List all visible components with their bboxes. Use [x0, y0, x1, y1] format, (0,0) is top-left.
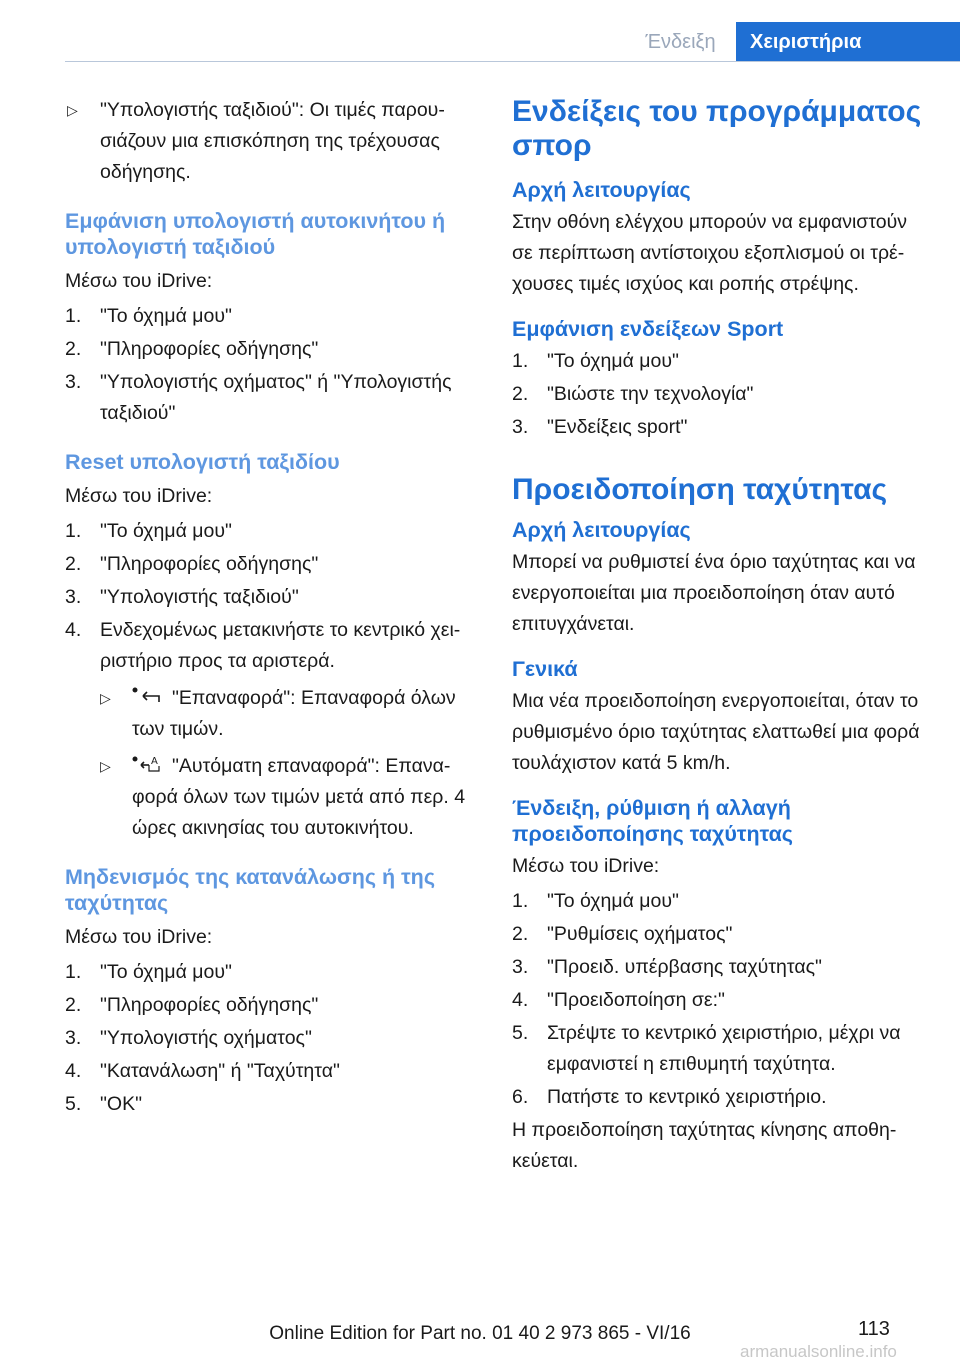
step-number: 1.: [65, 961, 82, 983]
section-heading: Μηδενισμός της κατανάλωσης ή της ταχύτητας: [65, 865, 435, 915]
section-tab-display[interactable]: Ένδειξη: [645, 31, 716, 53]
section-heading: Εμφάνιση ενδείξεων Sport: [512, 317, 784, 341]
step-number: 1.: [65, 305, 82, 327]
bullet-text: "Αυτόματη επαναφορά": Επανα-φορά όλων των τιμών μετά από περ. 4 ώρες ακινησίας του αυτοκινήτου.: [132, 755, 466, 839]
step-number: 2.: [512, 923, 529, 945]
header-divider: [65, 61, 960, 62]
list-item: [65, 751, 475, 844]
step-text: "Το όχημά μου": [100, 520, 232, 542]
list-item: [65, 582, 475, 613]
step-number: 4.: [65, 619, 82, 641]
watermark: armanualsonline.info: [740, 1342, 897, 1361]
step-text: "Το όχημά μου": [547, 350, 679, 372]
list-item: [65, 957, 475, 988]
list-item: [65, 301, 475, 332]
list-item: [512, 346, 930, 377]
step-text: "Το όχημά μου": [100, 305, 232, 327]
list-item: [512, 985, 930, 1016]
step-text: "Πληροφορίες οδήγησης": [100, 994, 319, 1016]
bullet-text: "Υπολογιστής ταξιδιού": Οι τιμές παρου-σιάζουν μια επισκόπηση της τρέχουσας οδήγησης.: [100, 99, 445, 183]
section-heading: Γενικά: [512, 657, 578, 681]
list-item: [65, 95, 475, 188]
step-text: "Υπολογιστής οχήματος" ή "Υπολογιστής ταξιδιού": [100, 371, 452, 424]
sub-bullet-list: [65, 683, 475, 844]
bullet-text: "Επαναφορά": Επαναφορά όλων των τιμών.: [132, 687, 456, 740]
step-text: "Το όχημά μου": [100, 961, 232, 983]
step-number: 6.: [512, 1086, 529, 1108]
step-text: "Προειδοποίηση σε:": [547, 989, 725, 1011]
list-item: [65, 683, 475, 745]
section-tab-controls[interactable]: Χειριστήρια: [736, 22, 960, 62]
step-number: 1.: [512, 890, 529, 912]
list-item: [65, 367, 475, 429]
step-text: "Πληροφορίες οδήγησης": [100, 553, 319, 575]
auto-reset-icon: [132, 754, 162, 774]
list-item: [65, 549, 475, 580]
step-text: "Προειδ. υπέρβασης ταχύτητας": [547, 956, 822, 978]
steps-list: [65, 516, 475, 677]
list-item: [65, 1023, 475, 1054]
intro-bullet-list: [65, 95, 475, 188]
step-text: "Βιώστε την τεχνολογία": [547, 383, 754, 405]
step-text: "OK": [100, 1093, 143, 1115]
list-item: [512, 919, 930, 950]
lead-text: Μέσω του iDrive:: [512, 855, 660, 877]
list-item: [512, 1018, 930, 1080]
body-text: Η προειδοποίηση ταχύτητας κίνησης αποθη-κεύεται.: [512, 1119, 897, 1172]
list-item: [512, 379, 930, 410]
step-number: 3.: [65, 1027, 82, 1049]
step-text: Πατήστε το κεντρικό χειριστήριο.: [547, 1086, 827, 1108]
step-number: 3.: [65, 371, 82, 393]
step-text: Ενδεχομένως μετακινήστε το κεντρικό χει-ριστήριο προς τα αριστερά.: [100, 619, 461, 672]
step-text: "Ενδείξεις sport": [547, 416, 688, 438]
lead-text: Μέσω του iDrive:: [65, 926, 213, 948]
list-item: [65, 1056, 475, 1087]
list-item: [65, 516, 475, 547]
section-heading: Αρχή λειτουργίας: [512, 518, 691, 542]
step-text: "Ρυθμίσεις οχήματος": [547, 923, 733, 945]
step-number: 5.: [512, 1022, 529, 1044]
right-column: [512, 95, 930, 1177]
left-column: [65, 95, 475, 1122]
chapter-title: Προειδοποίηση ταχύτητας: [512, 473, 888, 506]
lead-text: Μέσω του iDrive:: [65, 270, 213, 292]
step-number: 2.: [65, 553, 82, 575]
list-item: [512, 1082, 930, 1113]
section-heading: Αρχή λειτουργίας: [512, 178, 691, 202]
edition-footer: Online Edition for Part no. 01 40 2 973 865 - VI/16: [269, 1323, 691, 1344]
list-item: [512, 952, 930, 983]
step-number: 3.: [512, 416, 529, 438]
list-item: [65, 615, 475, 677]
triangle-bullet-icon: ▷: [67, 102, 78, 118]
section-heading: Εμφάνιση υπολογιστή αυτοκινήτου ή υπολογιστή ταξιδιού: [65, 209, 446, 259]
step-number: 1.: [65, 520, 82, 542]
steps-list: [65, 957, 475, 1120]
step-number: 4.: [512, 989, 529, 1011]
body-text: Μια νέα προειδοποίηση ενεργοποιείται, όταν το ρυθμισμένο όριο ταχύτητας ελαττωθεί μια φορά τουλάχιστον κατά 5 km/h.: [512, 690, 920, 774]
step-number: 2.: [512, 383, 529, 405]
step-text: Στρέψτε το κεντρικό χειριστήριο, μέχρι να εμφανιστεί η επιθυμητή ταχύτητα.: [547, 1022, 901, 1075]
list-item: [512, 412, 930, 443]
step-text: "Υπολογιστής ταξιδιού": [100, 586, 299, 608]
step-number: 4.: [65, 1060, 82, 1082]
list-item: [512, 886, 930, 917]
page-header: [0, 22, 960, 62]
svg-text:A: A: [151, 756, 158, 767]
list-item: [65, 1089, 475, 1120]
list-item: [65, 334, 475, 365]
step-number: 2.: [65, 338, 82, 360]
step-number: 3.: [512, 956, 529, 978]
triangle-bullet-icon: ▷: [100, 758, 111, 774]
step-number: 3.: [65, 586, 82, 608]
triangle-bullet-icon: ▷: [100, 690, 111, 706]
lead-text: Μέσω του iDrive:: [65, 485, 213, 507]
body-text: Στην οθόνη ελέγχου μπορούν να εμφανιστούν σε περίπτωση αντίστοιχου εξοπλισμού οι τρέ-χουσες τιμές ισχύος και ροπής στρέψης.: [512, 211, 908, 295]
steps-list: [512, 886, 930, 1113]
step-number: 2.: [65, 994, 82, 1016]
step-text: "Το όχημά μου": [547, 890, 679, 912]
page-number: 113: [858, 1318, 890, 1340]
section-heading: Ένδειξη, ρύθμιση ή αλλαγή προειδοποίησης ταχύτητας: [512, 796, 793, 846]
list-item: [65, 990, 475, 1021]
step-text: "Υπολογιστής οχήματος": [100, 1027, 312, 1049]
step-number: 1.: [512, 350, 529, 372]
steps-list: [65, 301, 475, 429]
section-heading: Reset υπολογιστή ταξιδίου: [65, 450, 340, 474]
chapter-title: Ενδείξεις του προγράμματος σπορ: [512, 95, 922, 162]
step-text: "Κατανάλωση" ή "Ταχύτητα": [100, 1060, 340, 1082]
reset-icon: [132, 686, 162, 706]
step-text: "Πληροφορίες οδήγησης": [100, 338, 319, 360]
step-number: 5.: [65, 1093, 82, 1115]
body-text: Μπορεί να ρυθμιστεί ένα όριο ταχύτητας και να ενεργοποιείται μια προειδοποίηση όταν αυτό επιτυγχάνεται.: [512, 551, 916, 635]
steps-list: [512, 346, 930, 443]
